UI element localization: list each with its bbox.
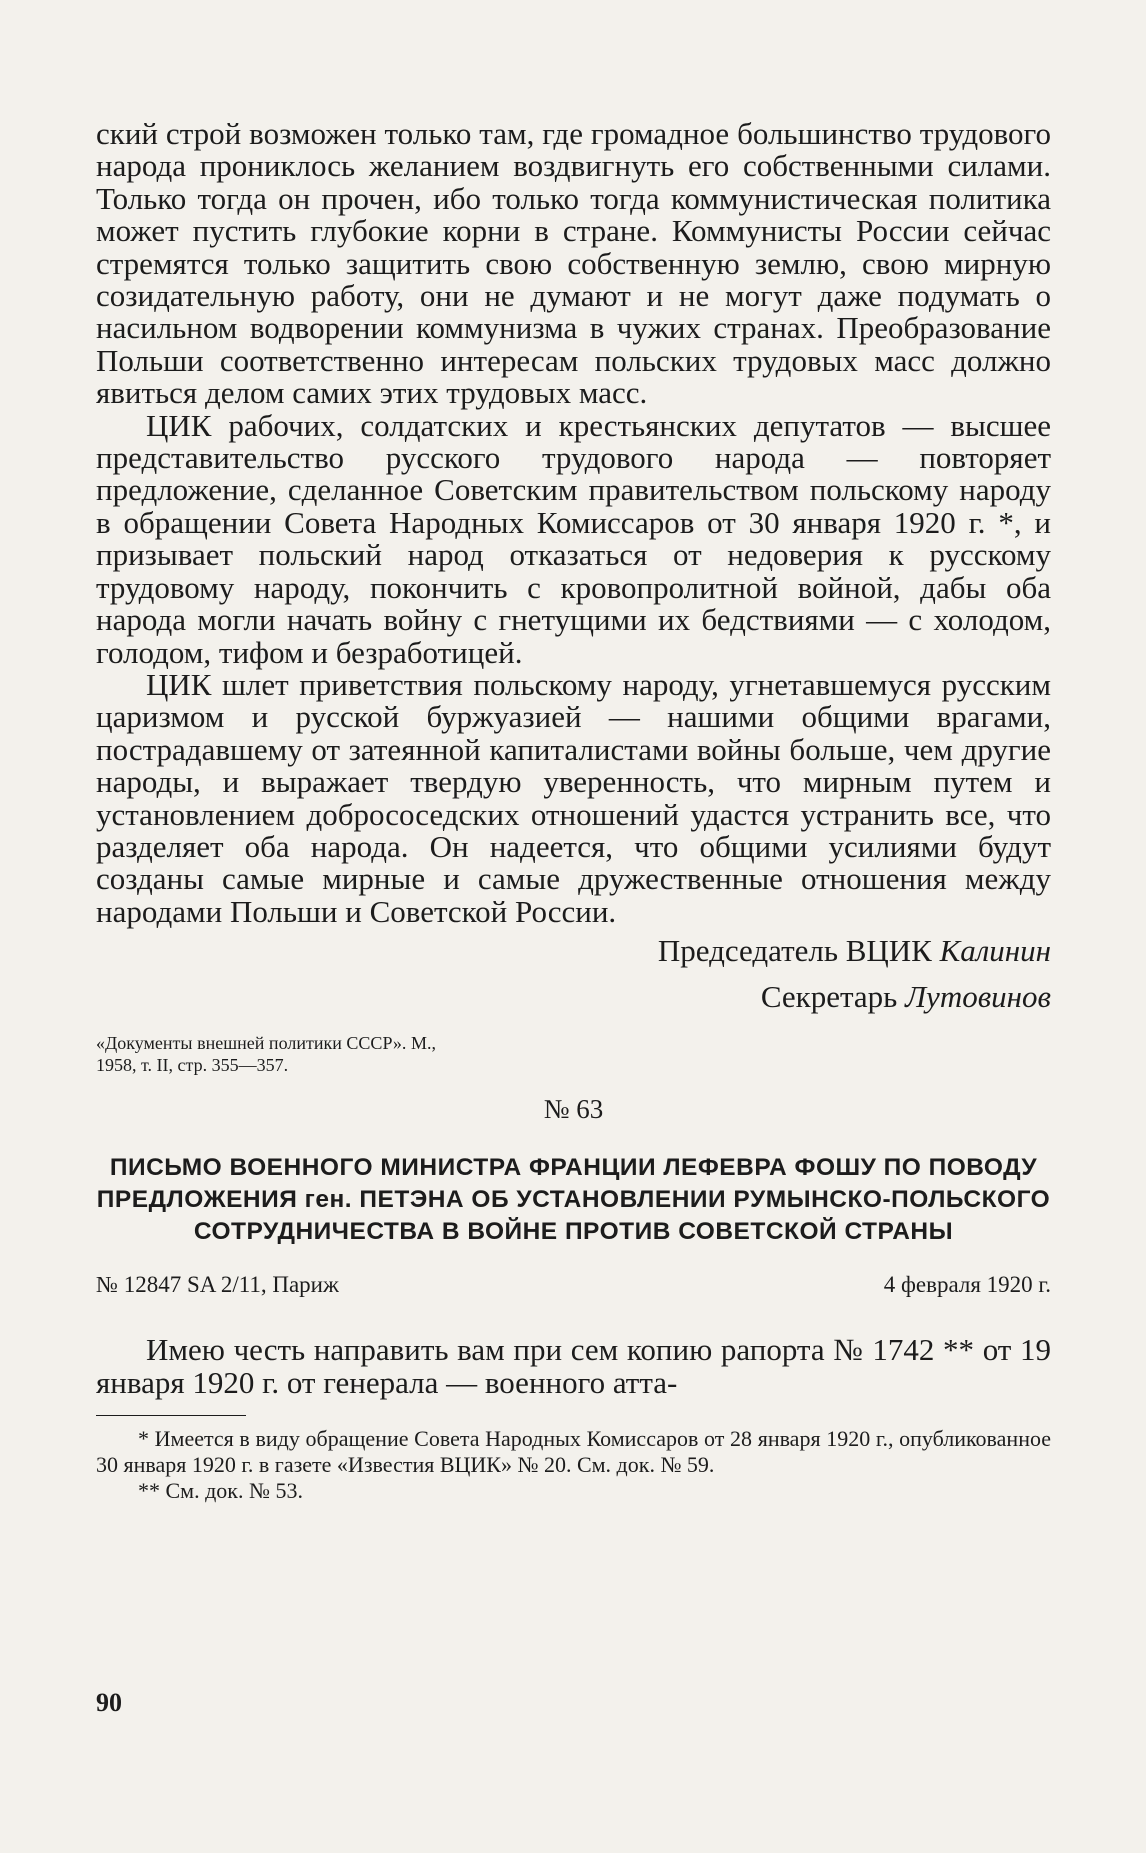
document-title: ПИСЬМО ВОЕННОГО МИНИСТРА ФРАНЦИИ ЛЕФЕВРА ФОШУ ПО ПОВОДУ ПРЕДЛОЖЕНИЯ ген. ПЕТЭНА ОБ УСТАНОВЛЕНИИ РУМЫНСКО-ПОЛЬСКОГО СОТРУДНИЧЕСТВА В ВОЙНЕ ПРОТИВ СОВЕТСКОЙ СТРАНЫ [96, 1154, 1051, 1246]
signature-chairman-title: Председатель ВЦИК [657, 933, 932, 969]
footnotes [96, 1426, 1051, 1504]
letter-body: Имею честь направить вам при сем копию рапорта № 1742 ** от 19 января 1920 г. от генерала — военного атта- [96, 1332, 1051, 1400]
paragraph-cik-greetings: ЦИК шлет приветствия польскому народу, угнетавшемуся русским царизмом и русской буржуазией — нашими общими врагами, пострадавшему от затеянной капиталистами войны больше, чем другие народы, и выражает твердую уверенность, что мирным путем и установлением добрососедских отношений удастся устранить все, что разделяет оба народа. Он надеется, что общими усилиями будут созданы самые мирные и самые дружественные отношения между народами Польши и Советской России. [96, 666, 1051, 929]
document-reference: № 12847 SA 2/11, Париж [96, 1272, 339, 1298]
paragraph-cik-proposal: ЦИК рабочих, солдатских и крестьянских депутатов — высшее представительство русского трудового народа — повторяет предложение, сделанное Советским правительством польскому народу в обращении Совета Народных Комиссаров от 30 января 1920 г. *, и призывает польский народ отказаться от недоверия к русскому трудовому народу, покончить с кровопролитной войной, дабы оба народа могли начать войну с гнетущими их бедствиями — с холодом, голодом, тифом и безработицей. [96, 407, 1051, 670]
footnote-divider [96, 1415, 246, 1416]
signature-chairman-name: Калинин [939, 933, 1051, 969]
signature-secretary [96, 974, 1051, 1020]
signature-secretary-name: Лутовинов [905, 979, 1051, 1015]
document-meta [96, 1270, 1051, 1300]
signature-secretary-title: Секретарь [760, 979, 898, 1015]
source-citation: «Документы внешней политики СССР». М., 1958, т. II, стр. 355—357. [96, 1033, 436, 1076]
page-number: 90 [96, 1688, 122, 1717]
footnote-2: ** См. док. № 53. [138, 1477, 303, 1503]
paragraph-continuation: ский строй возможен только там, где громадное большинство трудового народа прониклось желанием воздвигнуть его собственными силами. Только тогда он прочен, ибо только тогда коммунистическая политика может пустить глубокие корни в стране. Коммунисты России сейчас стремятся только защитить свою собственную землю, свою мирную созидательную работу, они не думают и не могут даже подумать о насильном водворении коммунизма в чужих странах. Преобразование Польши соответственно интересам польских трудовых масс должно явиться делом самих этих трудовых масс. [96, 116, 1051, 411]
page-content [96, 118, 1051, 1504]
signature-chairman [96, 928, 1051, 974]
footnote-1: * Имеется в виду обращение Совета Народных Комиссаров от 28 января 1920 г., опубликованное 30 января 1920 г. в газете «Известия ВЦИК» № 20. См. док. № 59. [96, 1425, 1051, 1477]
document-date: 4 февраля 1920 г. [883, 1272, 1051, 1298]
document-number: № 63 [543, 1094, 604, 1125]
